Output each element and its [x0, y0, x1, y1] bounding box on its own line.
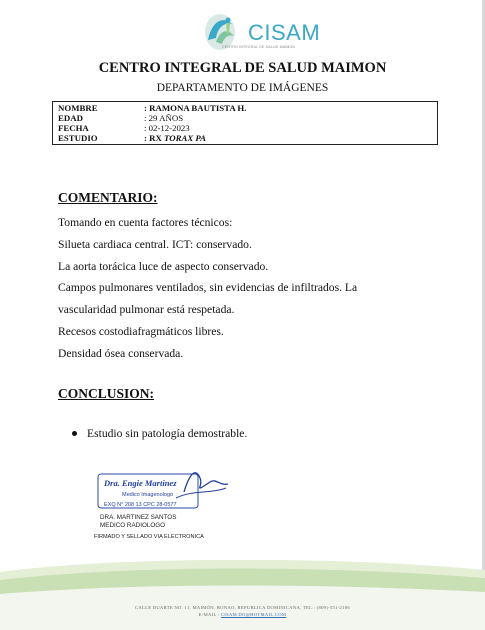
comentario-line: vascularidad pulmonar está respetada.	[58, 303, 235, 317]
patient-row-nombre	[58, 103, 432, 113]
conclusion-text: Estudio sin patología demostrable.	[87, 427, 248, 440]
logo-wordmark: CISAM	[248, 20, 321, 45]
edad-value: : 29 AÑOS	[144, 113, 184, 123]
signer-name: DRA. MARTINEZ SANTOS	[100, 514, 177, 521]
patient-row-fecha	[58, 123, 432, 133]
conclusion-heading: CONCLUSION:	[58, 386, 155, 401]
footer-email-label: E-MAIL :	[198, 612, 221, 617]
estudio-prefix: : RX	[144, 133, 165, 143]
patient-row-estudio	[58, 133, 432, 143]
signature-stamp	[92, 464, 232, 512]
footer-wave	[0, 560, 485, 630]
estudio-label: ESTUDIO	[58, 133, 98, 143]
footer-contact	[0, 604, 485, 618]
signature-note: FIRMADO Y SELLADO VIA ELECTRONICA	[94, 534, 204, 540]
footer-address: CALLE DUARTE NO. 11, MAIMÓN, BONAO, REPUBLICA DOMINICANA, TEL.: (809)-551-2106	[135, 605, 350, 610]
logo-subtitle: CENTRO INTEGRAL DE SALUD MAIMON	[222, 45, 296, 49]
comentario-body	[58, 212, 438, 365]
estudio-value: TORAX PA	[164, 133, 207, 143]
stamp-role: Medico Imagenologo	[122, 492, 174, 498]
department-title: DEPARTAMENTO DE IMÁGENES	[156, 82, 329, 94]
footer-email-link[interactable]: CISAM.DO@HOTMAIL.COM	[220, 612, 287, 617]
nombre-label: NOMBRE	[58, 103, 98, 113]
stamp-name: Dra. Engie Martinez	[104, 478, 177, 488]
comentario-line: Recesos costodiafragmáticos libres.	[58, 324, 224, 338]
page-title: CENTRO INTEGRAL DE SALUD MAIMON	[98, 60, 387, 76]
comentario-line: Tomando en cuenta factores técnicos:	[58, 216, 233, 229]
comentario-line: Silueta cardiaca central. ICT: conservado.	[58, 237, 252, 251]
comentario-line: Densidad ósea conservada.	[58, 346, 184, 360]
signer-block	[100, 514, 176, 530]
comentario-line: Campos pulmonares ventilados, sin evidencias de infiltrados. La	[58, 281, 358, 295]
fecha-label: FECHA	[58, 123, 89, 133]
patient-row-edad	[58, 113, 432, 123]
conclusion-item	[72, 427, 247, 440]
edad-label: EDAD	[58, 113, 83, 123]
stamp-exq: EXQ N° 208 13 CPC 28-0577	[104, 502, 177, 508]
signer-title: MEDICO RADIOLOGO	[100, 522, 166, 529]
fecha-value: : 02-12-2023	[144, 123, 190, 133]
bullet-icon	[72, 431, 77, 436]
comentario-line: La aorta torácica luce de aspecto conservado.	[58, 259, 269, 273]
patient-info-box	[52, 101, 438, 145]
nombre-value: : RAMONA BAUTISTA H.	[144, 103, 247, 113]
comentario-heading: COMENTARIO:	[58, 190, 158, 205]
